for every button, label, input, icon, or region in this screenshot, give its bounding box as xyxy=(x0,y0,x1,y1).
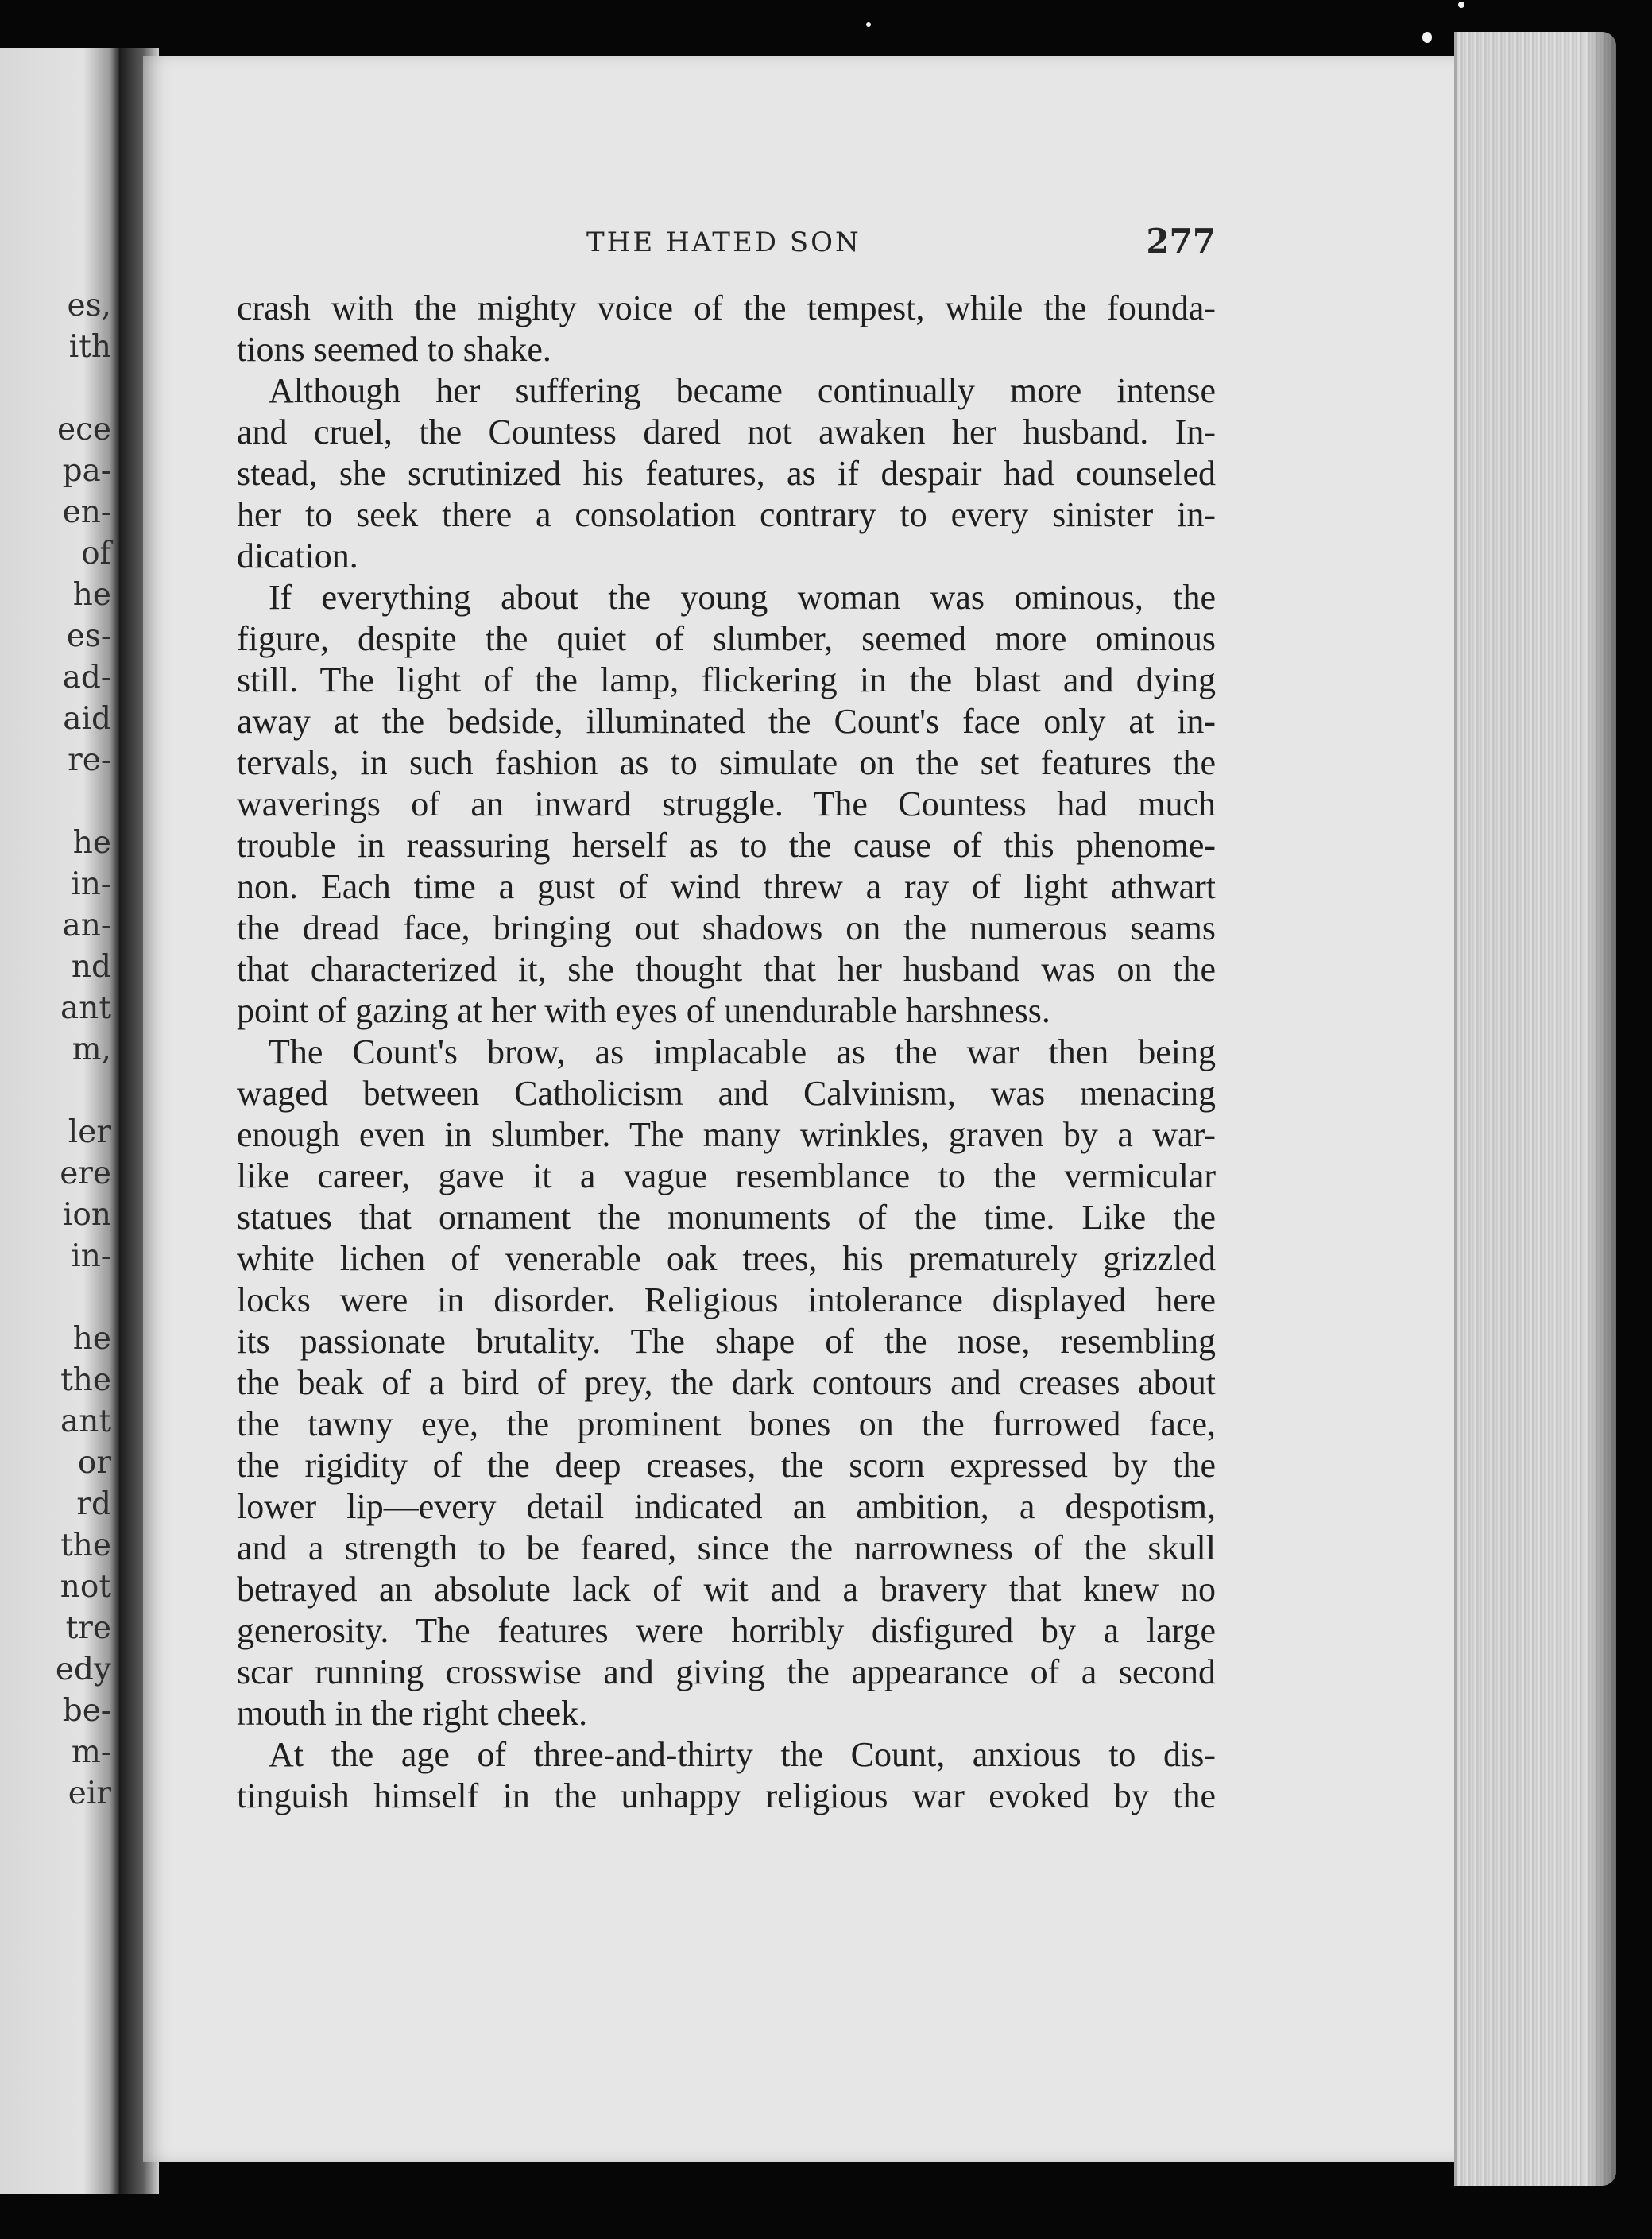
text-line: locks were in disorder. Religious intolerance displayed here xyxy=(237,1280,1216,1319)
left-fragment: ece xyxy=(56,412,111,447)
left-fragment: he xyxy=(72,825,111,861)
text-line: that characterized it, she thought that her husband was on the xyxy=(237,950,1216,989)
text-line: scar running crosswise and giving the appearance of a second xyxy=(237,1652,1216,1691)
left-fragment: rd xyxy=(76,1486,111,1522)
text-line: the dread face, bringing out shadows on the numerous seams xyxy=(237,908,1216,947)
dust-speck xyxy=(1458,2,1464,8)
text-line: The Count's brow, as implacable as the war then being xyxy=(269,1032,1216,1071)
left-fragment: ith xyxy=(68,329,111,365)
dust-speck xyxy=(1422,32,1432,43)
text-line: still. The light of the lamp, flickering in the blast and dying xyxy=(237,660,1216,699)
text-line: statues that ornament the monuments of the time. Like the xyxy=(237,1198,1216,1237)
text-line: the tawny eye, the prominent bones on the furrowed face, xyxy=(237,1404,1216,1443)
left-fragment: es- xyxy=(66,618,111,654)
page-edges xyxy=(1454,32,1616,2186)
text-line: and cruel, the Countess dared not awaken her husband. In- xyxy=(237,413,1216,451)
left-fragment: or xyxy=(77,1445,111,1481)
text-line: her to seek there a consolation contrary to every sinister in- xyxy=(237,495,1216,534)
left-fragment: the xyxy=(60,1362,111,1398)
text-line: the rigidity of the deep creases, the scorn expressed by the xyxy=(237,1446,1216,1485)
dust-speck xyxy=(866,22,871,27)
text-line: away at the bedside, illuminated the Count's face only at in- xyxy=(237,702,1216,741)
text-line: enough even in slumber. The many wrinkles, graven by a war- xyxy=(237,1115,1216,1154)
text-line: mouth in the right cheek. xyxy=(237,1694,588,1733)
left-fragment: ad- xyxy=(62,660,111,695)
left-fragment: in- xyxy=(71,1238,111,1274)
left-fragment: in- xyxy=(71,866,111,902)
left-fragment: pa- xyxy=(62,453,111,489)
chapter-title: THE HATED SON xyxy=(586,227,861,258)
text-line: generosity. The features were horribly disfigured by a large xyxy=(237,1611,1216,1650)
text-line: the beak of a bird of prey, the dark contours and creases about xyxy=(237,1363,1216,1402)
left-fragment: tre xyxy=(65,1610,111,1646)
left-fragment: eir xyxy=(68,1776,111,1811)
text-line: If everything about the young woman was ominous, the xyxy=(269,578,1216,617)
left-fragment: ler xyxy=(68,1114,111,1150)
left-fragment: re- xyxy=(68,742,111,778)
left-fragment: es, xyxy=(67,288,111,323)
text-line: non. Each time a gust of wind threw a ray of light athwart xyxy=(237,867,1216,906)
text-line: lower lip—every detail indicated an ambition, a despotism, xyxy=(237,1487,1216,1526)
text-line: stead, she scrutinized his features, as if despair had counseled xyxy=(237,454,1216,493)
text-line: its passionate brutality. The shape of the nose, resembling xyxy=(237,1322,1216,1361)
text-line: Although her suffering became continually more intense xyxy=(269,371,1216,410)
left-fragment: en- xyxy=(62,494,111,530)
text-line: figure, despite the quiet of slumber, seemed more ominous xyxy=(237,619,1216,658)
left-fragment: he xyxy=(72,577,111,613)
left-fragment: be- xyxy=(62,1693,111,1729)
text-line: waverings of an inward struggle. The Countess had much xyxy=(237,784,1216,823)
left-fragment: an- xyxy=(62,908,111,943)
text-line: crash with the mighty voice of the tempest, while the founda- xyxy=(237,289,1216,327)
left-fragment: not xyxy=(60,1569,111,1605)
text-line: white lichen of venerable oak trees, his prematurely grizzled xyxy=(237,1239,1216,1278)
text-line: At the age of three-and-thirty the Count, anxious to dis- xyxy=(269,1735,1216,1774)
text-line: like career, gave it a vague resemblance to the vermicular xyxy=(237,1156,1216,1195)
left-fragment: of xyxy=(81,536,111,571)
left-fragment: m- xyxy=(71,1734,111,1770)
text-line: betrayed an absolute lack of wit and a bravery that knew no xyxy=(237,1570,1216,1609)
left-fragment: he xyxy=(72,1321,111,1357)
left-fragment: aid xyxy=(63,701,111,737)
text-line: trouble in reassuring herself as to the cause of this phenome- xyxy=(237,826,1216,865)
left-fragment: nd xyxy=(71,949,111,985)
text-line: tervals, in such fashion as to simulate on the set features the xyxy=(237,743,1216,782)
running-head xyxy=(237,222,1216,269)
left-fragment: ion xyxy=(62,1197,111,1233)
text-line: point of gazing at her with eyes of unendurable harshness. xyxy=(237,991,1050,1030)
left-fragment: ere xyxy=(60,1156,111,1191)
left-fragment: m, xyxy=(72,1032,111,1067)
left-fragment: ant xyxy=(60,990,111,1026)
text-line: tions seemed to shake. xyxy=(237,330,551,369)
left-fragment: the xyxy=(60,1528,111,1563)
left-fragment: ant xyxy=(60,1404,111,1439)
text-line: waged between Catholicism and Calvinism, was menacing xyxy=(237,1074,1216,1113)
left-fragment: edy xyxy=(55,1652,111,1687)
text-line: tinguish himself in the unhappy religious war evoked by the xyxy=(237,1776,1216,1815)
text-line: dication. xyxy=(237,537,358,575)
page-number: 277 xyxy=(1146,222,1216,261)
text-line: and a strength to be feared, since the narrowness of the skull xyxy=(237,1528,1216,1567)
